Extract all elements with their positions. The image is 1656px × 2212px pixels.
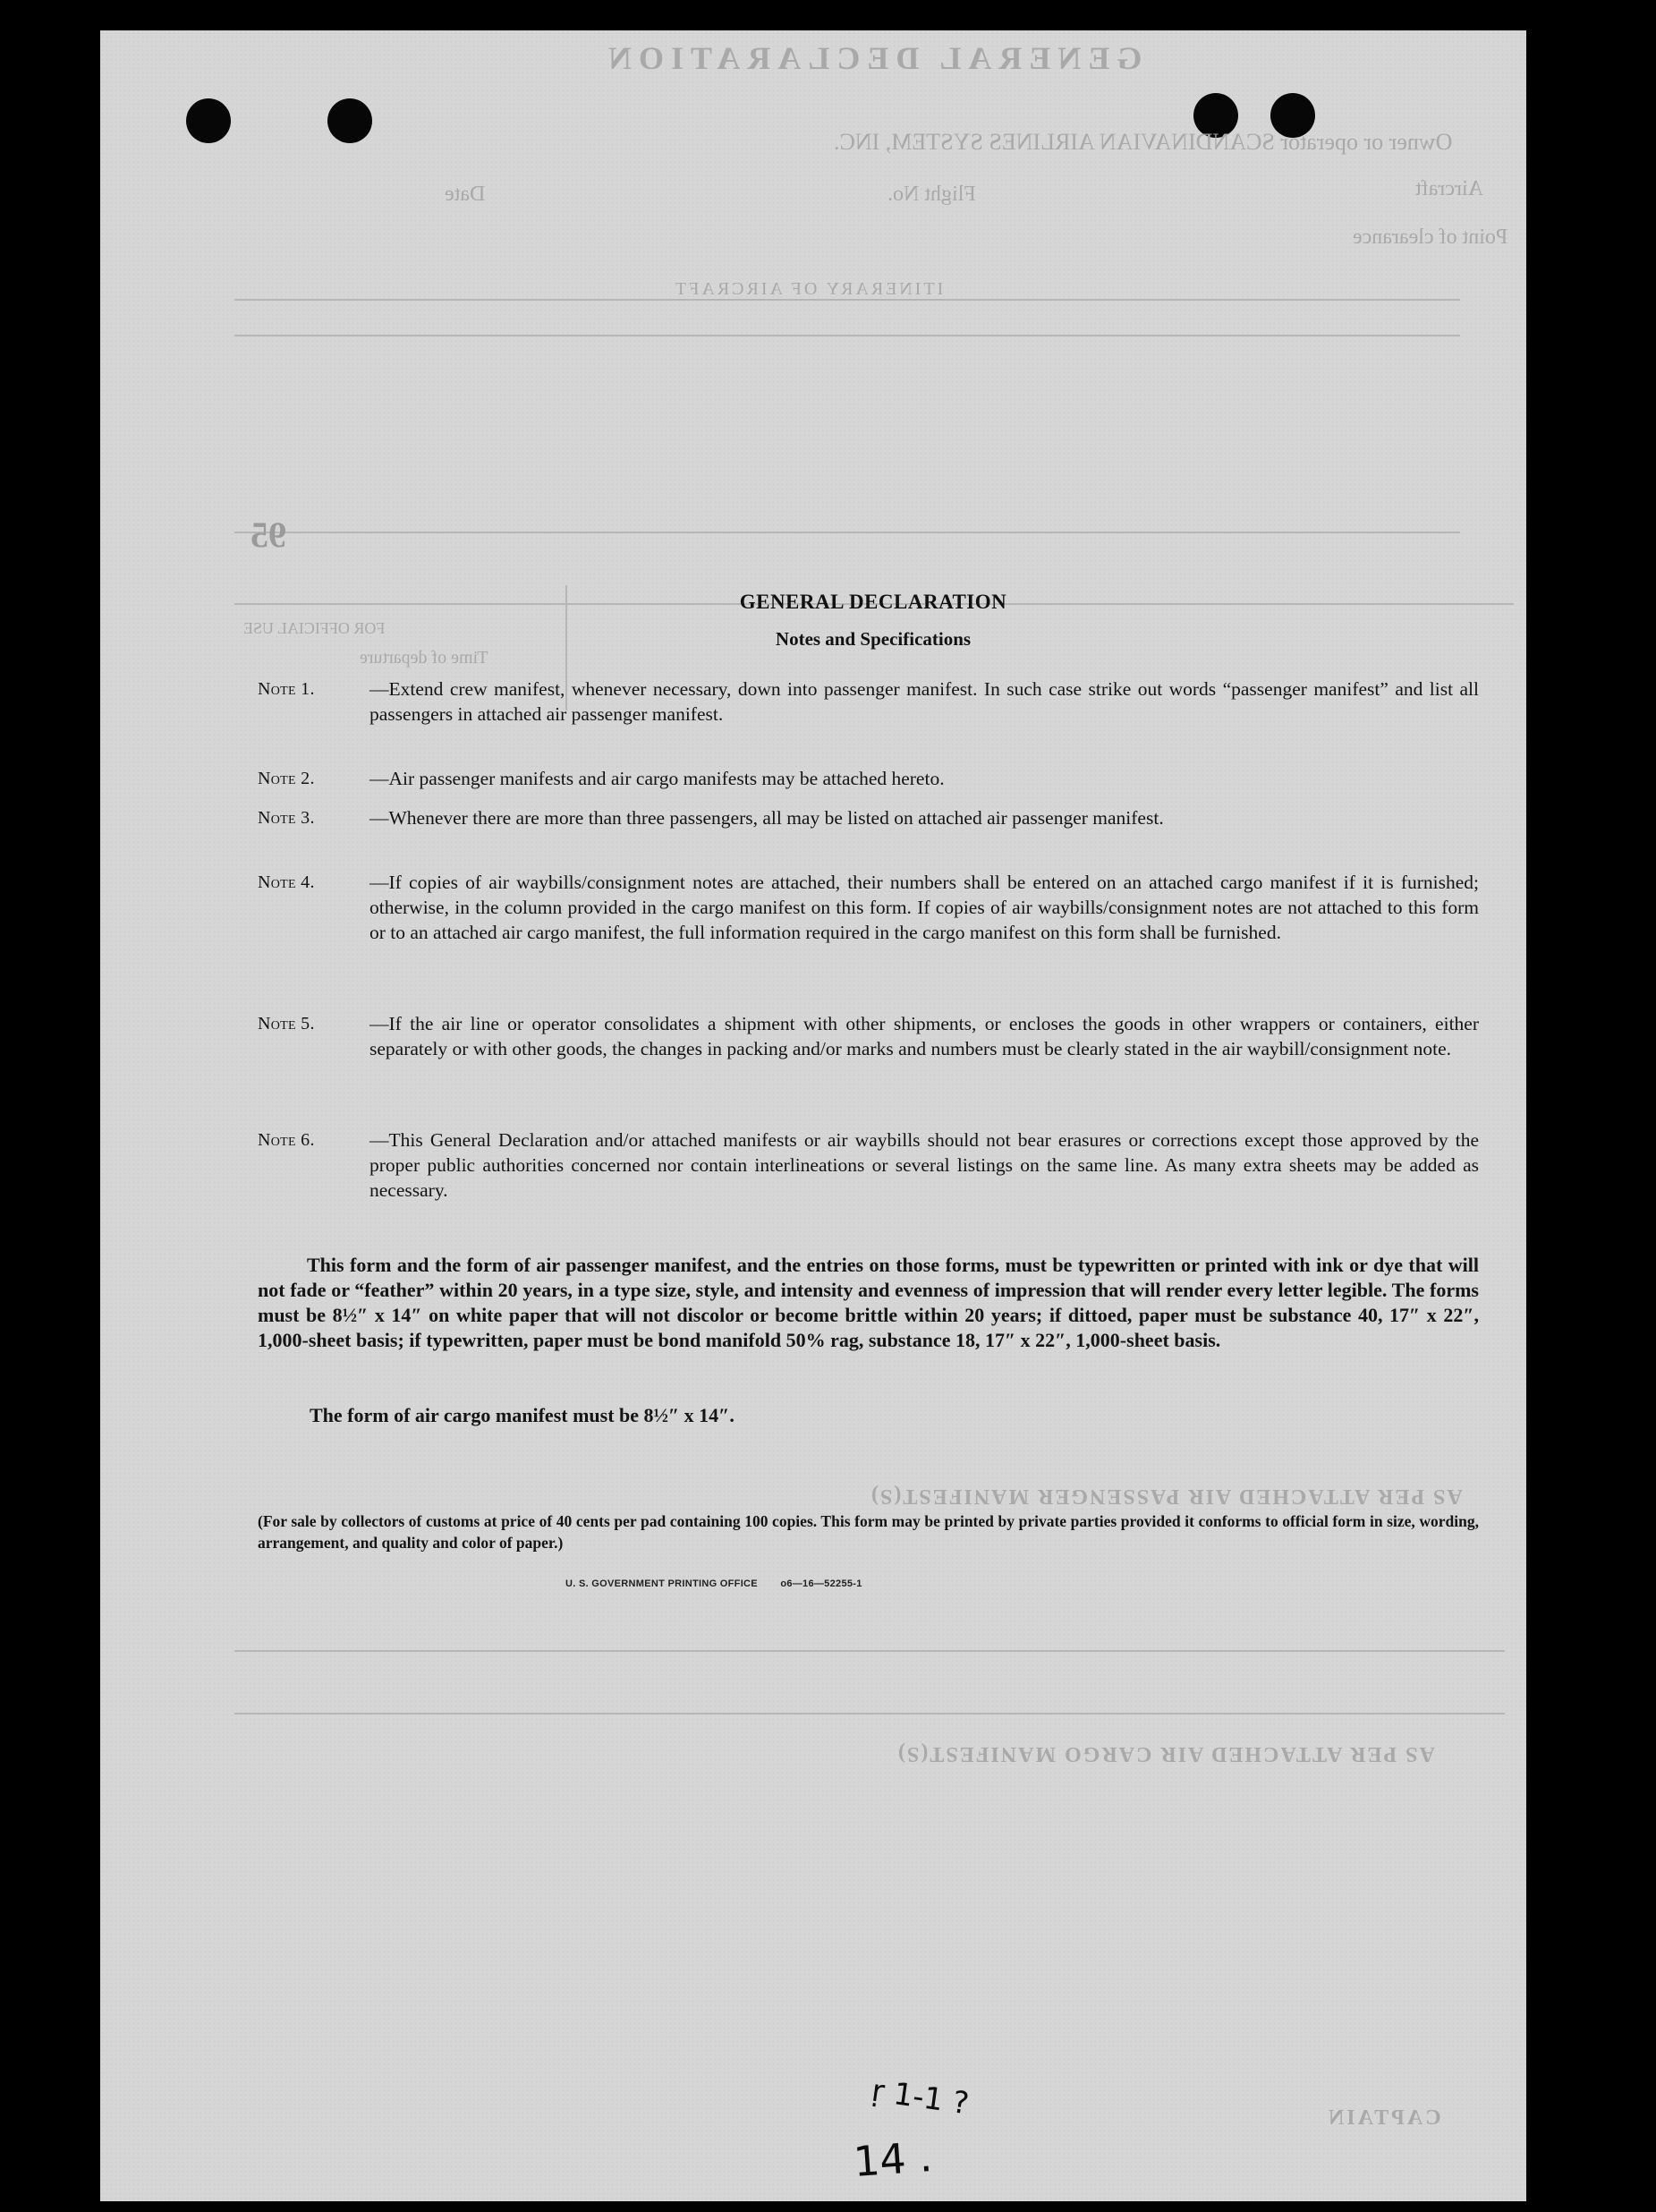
bleed-through-flight-label: Flight No. — [887, 183, 976, 206]
note-5 — [258, 1011, 1479, 1061]
note-text: —This General Declaration and/or attached manifests or air waybills should not bear erasures or corrections except those approved by the proper public authorities concerned nor contain interlineations or several listings on the same line. As many extra sheets may be added as necessary. — [369, 1129, 1479, 1201]
bleed-through-clearance-label: Point of clearance — [1353, 225, 1508, 249]
handwritten-mark: ṛ 1-1 ? — [869, 2072, 972, 2123]
bleed-through-cargo-manifest: AS PER ATTACHED AIR CARGO MANIFEST(S) — [896, 1742, 1435, 1765]
bleed-through-rule — [234, 532, 1460, 533]
page-subtitle: Notes and Specifications — [775, 628, 972, 650]
note-label: Note 4. — [258, 872, 315, 892]
document-page — [100, 30, 1526, 2201]
note-6 — [258, 1127, 1479, 1203]
note-label: Note 2. — [258, 769, 315, 788]
note-text: —Extend crew manifest, whenever necessary, down into passenger manifest. In such case strike out words “passenger manifest” and list all passengers in attached air passenger manifest. — [369, 678, 1479, 725]
bleed-through-aircraft-label: Aircraft — [1415, 177, 1483, 200]
punch-hole — [186, 98, 231, 143]
note-4 — [258, 870, 1479, 945]
bleed-through-itinerary: ITINERARY OF AIRCRAFT — [673, 279, 944, 299]
page-title: GENERAL DECLARATION — [739, 591, 1007, 613]
note-label: Note 3. — [258, 808, 315, 828]
note-2 — [258, 766, 1479, 791]
bleed-through-date-label: Date — [445, 183, 486, 206]
bleed-through-passenger-manifest: AS PER ATTACHED AIR PASSENGER MANIFEST(S) — [870, 1485, 1463, 1508]
punch-hole — [327, 98, 372, 143]
note-text: —Air passenger manifests and air cargo manifests may be attached hereto. — [369, 768, 945, 789]
note-text: —If copies of air waybills/consignment notes are attached, their numbers shall be entered on an attached cargo manifest if it is furnished; otherwise, in the column provided in the cargo manifest on this form. If copies of air waybills/consignment notes are not attached to this form or to an attached air cargo manifest, the full information required in the cargo manifest on this form shall be furnished. — [369, 872, 1479, 943]
bleed-through-operator-line: Owner or operator SCANDINAVIAN AIRLINES SYSTEM, INC. — [834, 129, 1453, 155]
note-label: Note 1. — [258, 679, 315, 699]
sale-note: (For sale by collectors of customs at price of 40 cents per pad containing 100 copies. This form may be printed by private parties provided it conforms to official form in size, wording, arrangement, and quality and color of paper.) — [258, 1512, 1479, 1552]
printer-office: U. S. GOVERNMENT PRINTING OFFICE — [565, 1578, 758, 1589]
handwritten-mark: 14 . — [852, 2132, 934, 2186]
bleed-through-rule — [234, 335, 1460, 336]
note-label: Note 6. — [258, 1130, 315, 1150]
bleed-through-captain: CAPTAIN — [1326, 2106, 1441, 2130]
bleed-through-rule — [234, 1713, 1505, 1714]
note-text: —If the air line or operator consolidates a shipment with other shipments, or encloses the goods in other wrappers or containers, either separately or with other goods, the changes in packing and/or marks and numbers must be clearly stated in the air waybill/consignment note. — [369, 1013, 1479, 1059]
note-3 — [258, 805, 1479, 830]
note-1 — [258, 676, 1479, 727]
bleed-through-rule — [234, 1650, 1505, 1652]
bleed-through-stamp-number: 95 — [251, 515, 286, 555]
printer-line — [565, 1578, 1031, 1589]
bleed-through-departure-time: Time of departure — [360, 648, 488, 668]
note-label: Note 5. — [258, 1014, 315, 1034]
note-text: —Whenever there are more than three passengers, all may be listed on attached air passenger manifest. — [369, 807, 1164, 829]
printer-code: o6—16—52255-1 — [780, 1578, 862, 1589]
bleed-through-official-use: FOR OFFICIAL USE — [243, 619, 386, 637]
form-requirements-paragraph: This form and the form of air passenger manifest, and the entries on those forms, must be typewritten or printed with ink or dye that will not fade or “feather” within 20 years, in a type size, style, and intensity and evenness of impression that will render every letter legible. The forms must be 8½″ x 14″ on white paper that will not discolor or become brittle within 20 years; if dittoed, paper must be substance 40, 17″ x 22″, 1,000-sheet basis; if typewritten, paper must be bond manifold 50% rag, substance 18, 17″ x 22″, 1,000-sheet basis. — [258, 1254, 1479, 1351]
bleed-through-rule — [234, 299, 1460, 301]
bleed-through-form-title: GENERAL DECLARATION — [601, 40, 1142, 76]
cargo-manifest-size: The form of air cargo manifest must be 8½″ x 14″. — [310, 1404, 735, 1426]
